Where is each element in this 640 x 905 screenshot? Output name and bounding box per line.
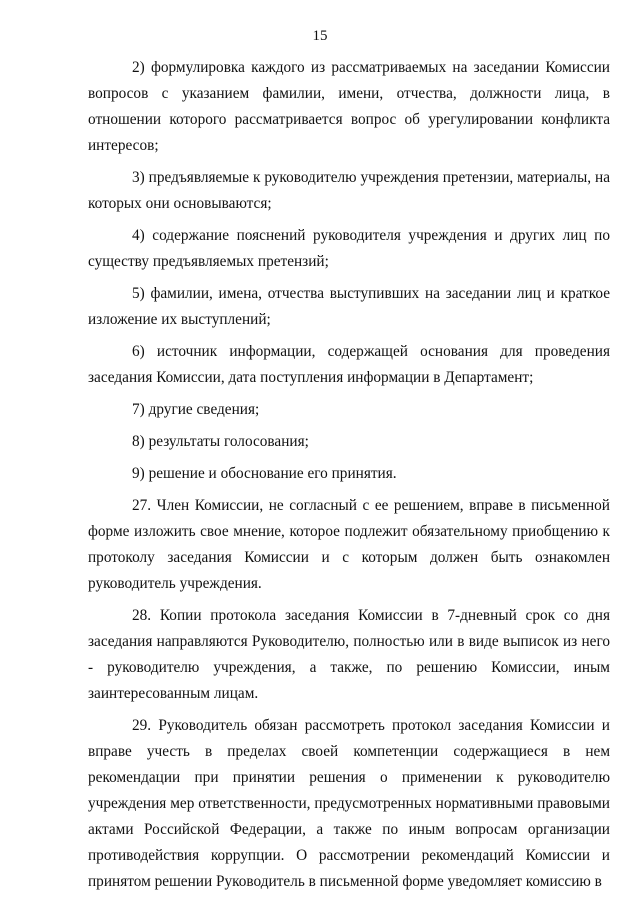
- list-item-5: 5) фамилии, имена, отчества выступивших на заседании лиц и краткое изложение их выступлений;: [88, 285, 610, 328]
- list-item-3: 3) предъявляемые к руководителю учреждения претензии, материалы, на которых они основываются;: [88, 169, 610, 212]
- clause-27: 27. Член Комиссии, не согласный с ее решением, вправе в письменной форме изложить свое мнение, которое подлежит обязательному приобщению к протоколу заседания Комиссии и с которым должен быть ознакомлен руководитель учреждения.: [88, 497, 610, 592]
- list-item-9: 9) решение и обоснование его принятия.: [132, 465, 397, 482]
- list-item-6: 6) источник информации, содержащей основания для проведения заседания Комиссии, дата поступления информации в Департамент;: [88, 343, 610, 386]
- clause-29: 29. Руководитель обязан рассмотреть протокол заседания Комиссии и вправе учесть в пределах своей компетенции содержащиеся в нем рекомендации при принятии решения о применении к руководителю учреждения мер ответственности, предусмотренных нормативными правовыми актами Российской Федерации, а также по иным вопросам организации противодействия коррупции. О рассмотрении рекомендаций Комиссии и принятом решении Руководитель в письменной форме уведомляет комиссию в: [88, 717, 610, 890]
- list-item-4: 4) содержание пояснений руководителя учреждения и других лиц по существу предъявляемых претензий;: [88, 227, 610, 270]
- list-item-8: 8) результаты голосования;: [132, 433, 309, 450]
- clause-28: 28. Копии протокола заседания Комиссии в 7-дневный срок со дня заседания направляются Руководителю, полностью или в виде выписок из него - руководителю учреждения, а также, по решению Комиссии, иным заинтересованным лицам.: [88, 607, 610, 702]
- page-number: 15: [312, 28, 328, 44]
- list-item-7: 7) другие сведения;: [132, 401, 260, 418]
- document-body: [88, 55, 610, 895]
- list-item-2: 2) формулировка каждого из рассматриваемых на заседании Комиссии вопросов с указанием фамилии, имени, отчества, должности лица, в отношении которого рассматривается вопрос об урегулировании конфликта интересов;: [88, 59, 610, 154]
